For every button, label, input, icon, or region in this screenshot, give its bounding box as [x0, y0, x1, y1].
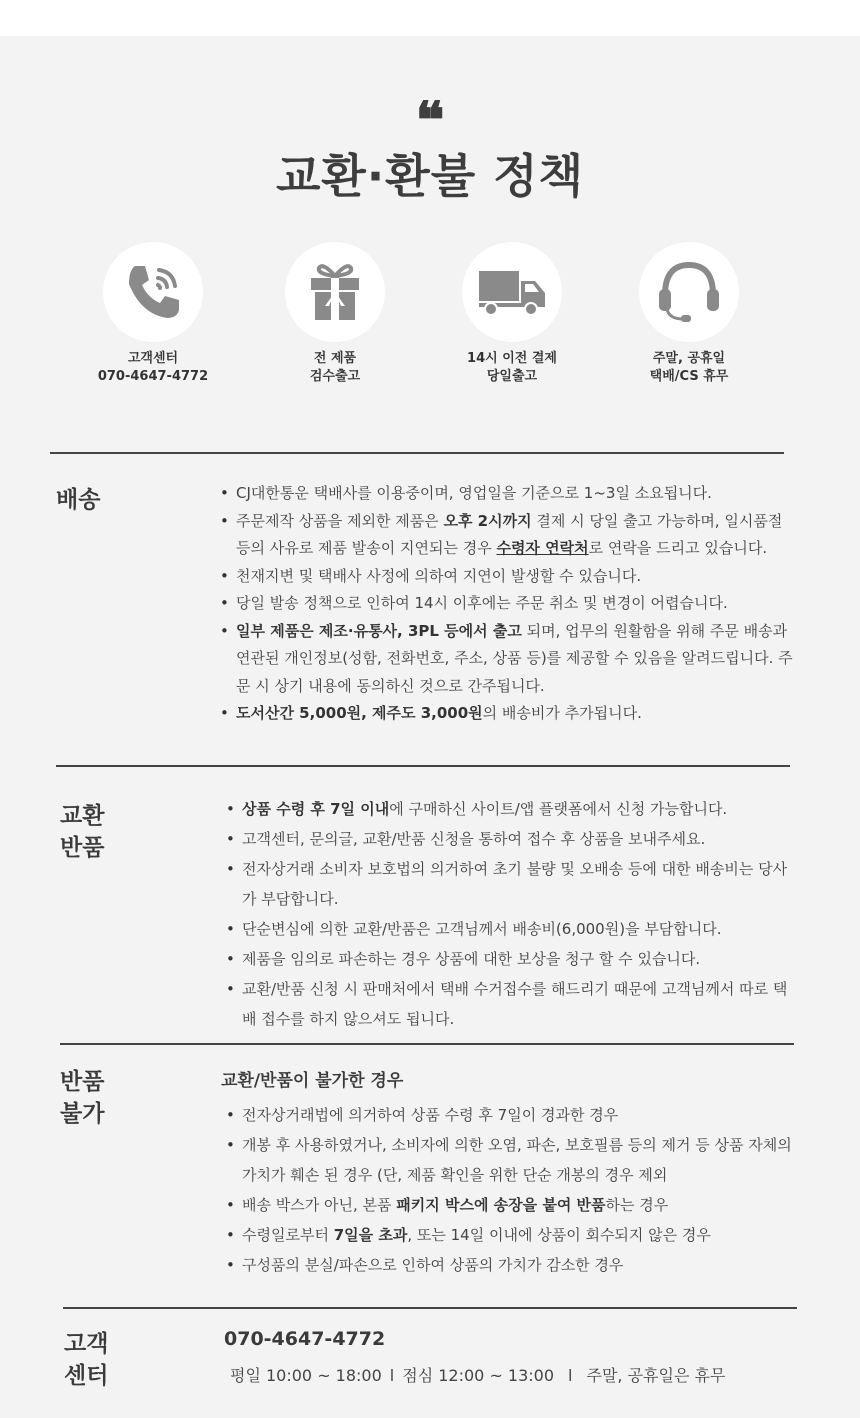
feature-weekend: [599, 242, 779, 386]
noreturn-heading: [60, 1066, 104, 1130]
feature-circle: [462, 242, 562, 342]
feature-label-line2: 당일출고: [486, 369, 538, 384]
noreturn-heading-line1: 반품: [60, 1069, 105, 1095]
list-item: • 일부 제품은 제조·유통사, 3PL 등에서 출고 되며, 업무의 원활함을 위해 주문 배송과 연관된 개인정보(성함, 전화번호, 주소, 상품 등)를 제공할 수 있음을 알려드립니다. 주문 시 상기 내용에 동의하신 것으로 간주됩니다.: [220, 618, 795, 701]
exchange-list: [226, 794, 798, 1034]
list-item: • 주문제작 상품을 제외한 제품은 오후 2시까지 결제 시 당일 출고 가능하며, 일시품절 등의 사유로 제품 발송이 지연되는 경우 수령자 연락처로 연락을 드리고 있습니다.: [220, 508, 795, 563]
list-item: • 수령일로부터 7일을 초과, 또는 14일 이내에 상품이 회수되지 않은 경우: [226, 1220, 801, 1250]
list-item: • 배송 박스가 아닌, 본품 패키지 박스에 송장을 붙여 반품하는 경우: [226, 1190, 801, 1220]
noreturn-subtitle: 교환/반품이 불가한 경우: [221, 1071, 404, 1091]
section-divider: [56, 765, 790, 767]
exchange-heading-line1: 교환: [60, 803, 105, 829]
list-item: • 천재지변 및 택배사 사정에 의하여 지연이 발생할 수 있습니다.: [220, 563, 795, 591]
section-divider: [60, 1043, 794, 1045]
list-item: • 구성품의 분실/파손으로 인하여 상품의 가치가 감소한 경우: [226, 1250, 801, 1280]
list-item: • 전자상거래법에 의거하여 상품 수령 후 7일이 경과한 경우: [226, 1100, 801, 1130]
shipping-heading: 배송: [56, 487, 101, 513]
list-item: • 전자상거래 소비자 보호법의 의거하여 초기 불량 및 오배송 등에 대한 배송비는 당사가 부담합니다.: [226, 854, 798, 914]
section-divider: [63, 1307, 797, 1309]
shipping-list: [220, 480, 795, 728]
section-divider: [50, 452, 784, 454]
phone-icon: [121, 260, 185, 324]
feature-label-line2: 택배/CS 휴무: [649, 369, 729, 384]
feature-label-line1: 고객센터: [127, 351, 179, 366]
noreturn-heading-line2: 불가: [60, 1101, 105, 1127]
cs-weekend: 주말, 공휴일은 휴무: [586, 1366, 726, 1385]
cs-heading-line2: 센터: [64, 1363, 109, 1389]
cs-hours: [230, 1363, 725, 1386]
exchange-heading: [60, 800, 104, 864]
cs-lunch: 점심 12:00 ~ 13:00: [402, 1366, 555, 1385]
truck-icon: [477, 267, 547, 317]
feature-circle: [103, 242, 203, 342]
list-item: • 제품을 임의로 파손하는 경우 상품에 대한 보상을 청구 할 수 있습니다.: [226, 944, 798, 974]
cs-separator: l: [568, 1366, 573, 1385]
feature-circle: [285, 242, 385, 342]
feature-same-day: [422, 242, 602, 386]
feature-label-line1: 전 제품: [313, 351, 357, 366]
cs-heading: [64, 1328, 108, 1392]
cs-phone: 070-4647-4772: [224, 1328, 386, 1350]
feature-label-line1: 주말, 공휴일: [652, 351, 726, 366]
list-item: • 고객센터, 문의글, 교환/반품 신청을 통하여 접수 후 상품을 보내주세요.: [226, 824, 798, 854]
list-item: • 단순변심에 의한 교환/반품은 고객님께서 배송비(6,000원)을 부담합니다.: [226, 914, 798, 944]
list-item: • 당일 발송 정책으로 인하여 14시 이후에는 주문 취소 및 변경이 어렵습니다.: [220, 590, 795, 618]
exchange-heading-line2: 반품: [60, 835, 105, 861]
cs-weekday: 평일 10:00 ~ 18:00: [230, 1366, 382, 1385]
feature-inspection: [245, 242, 425, 386]
feature-label-line2: 검수출고: [309, 369, 361, 384]
cs-heading-line1: 고객: [64, 1331, 109, 1357]
gift-icon: [305, 262, 365, 322]
page-title: 교환·환불 정책: [275, 149, 585, 203]
cs-separator: l: [389, 1366, 395, 1385]
list-item: • 교환/반품 신청 시 판매처에서 택배 수거접수를 해드리기 때문에 고객님께서 따로 택배 접수를 하지 않으셔도 됩니다.: [226, 974, 798, 1034]
feature-customer-center: [63, 242, 243, 386]
feature-label-line2: 070-4647-4772: [97, 369, 209, 384]
headset-icon: [657, 259, 721, 325]
feature-circle: [639, 242, 739, 342]
list-item: • 도서산간 5,000원, 제주도 3,000원의 배송비가 추가됩니다.: [220, 700, 795, 728]
list-item: • CJ대한통운 택배사를 이용중이며, 영업일을 기준으로 1~3일 소요됩니다.: [220, 480, 795, 508]
list-item: • 개봉 후 사용하였거나, 소비자에 의한 오염, 파손, 보호필름 등의 제거 등 상품 자체의 가치가 훼손 된 경우 (단, 제품 확인을 위한 단순 개봉의 경우 제외: [226, 1130, 801, 1190]
list-item: • 상품 수령 후 7일 이내에 구매하신 사이트/앱 플랫폼에서 신청 가능합니다.: [226, 794, 798, 824]
noreturn-list: [226, 1100, 801, 1280]
feature-label-line1: 14시 이전 결제: [467, 351, 557, 366]
quote-mark-icon: ❝: [415, 100, 445, 132]
